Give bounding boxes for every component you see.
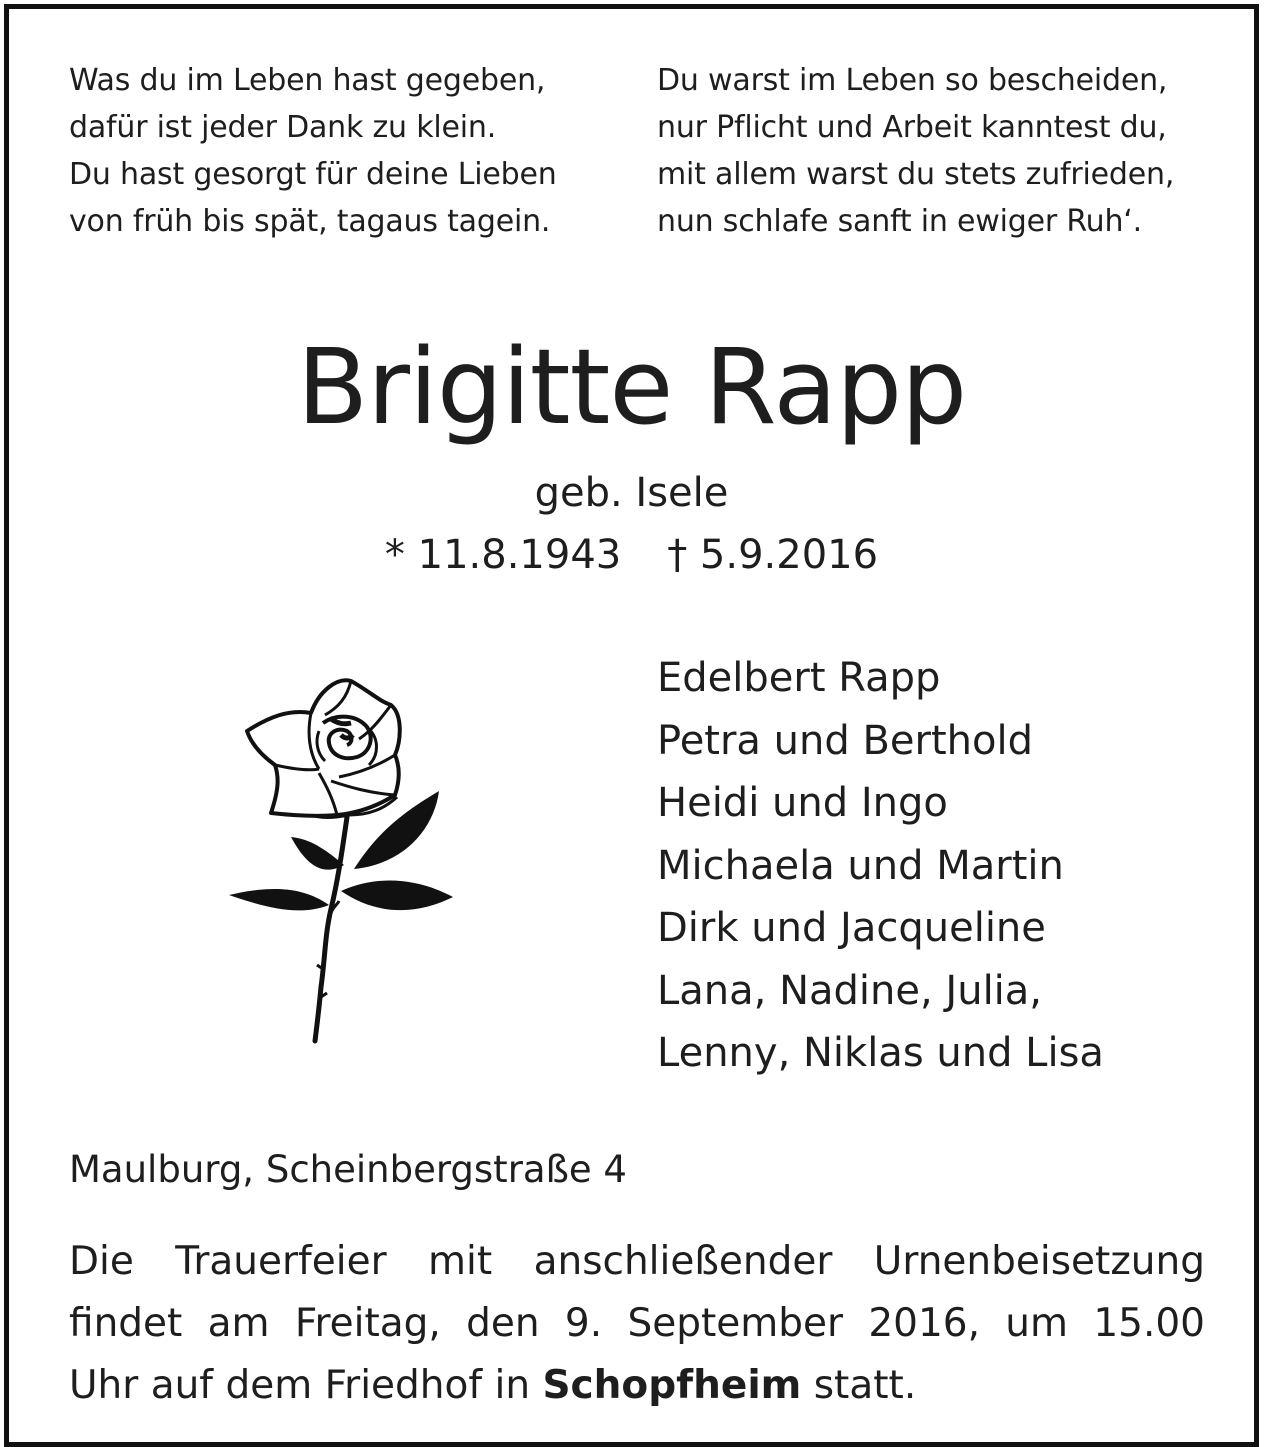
maiden-name: geb. Isele: [534, 470, 729, 516]
family-member: Lana, Nadine, Julia,: [657, 967, 1043, 1014]
deceased-name: Brigitte Rapp: [296, 326, 967, 448]
cemetery-place: Schopfheim: [542, 1363, 802, 1408]
notice-text: Uhr auf dem Friedhof in: [69, 1363, 543, 1408]
family-member: Petra und Berthold: [657, 717, 1033, 764]
verse-line: mit allem warst du stets zufrieden,: [657, 157, 1175, 192]
verse-line: nun schlafe sanft in ewiger Ruh‘.: [657, 204, 1142, 239]
notice-line: [69, 1355, 1205, 1417]
verse-line: dafür ist jeder Dank zu klein.: [69, 110, 497, 145]
address: Maulburg, Scheinbergstraße 4: [69, 1148, 627, 1191]
verse-line: Du hast gesorgt für deine Lieben: [69, 157, 557, 192]
verse-line: Du warst im Leben so bescheiden,: [657, 63, 1168, 98]
family-member: Heidi und Ingo: [657, 780, 948, 826]
notice-text: statt.: [801, 1363, 917, 1408]
death-date: † 5.9.2016: [667, 532, 879, 578]
life-dates: [9, 529, 1254, 581]
notice-line: findet am Freitag, den 9. September 2016, um 15.00: [69, 1301, 1205, 1346]
birth-date: * 11.8.1943: [384, 532, 622, 578]
family-member: Michaela und Martin: [657, 842, 1064, 889]
verse-right: [657, 57, 1174, 245]
family-list: [657, 647, 1104, 1085]
family-member: Dirk und Jacqueline: [657, 905, 1046, 951]
verse-line: Was du im Leben hast gegeben,: [69, 63, 546, 98]
family-member: Lenny, Niklas und Lisa: [657, 1030, 1104, 1076]
family-member: Edelbert Rapp: [657, 655, 941, 701]
verse-line: nur Pflicht und Arbeit kanntest du,: [657, 110, 1167, 145]
obituary-frame: [4, 4, 1259, 1447]
rose-icon: [219, 669, 459, 1049]
funeral-notice: [69, 1231, 1205, 1417]
verse-left: [69, 57, 557, 245]
verse-line: von früh bis spät, tagaus tagein.: [69, 204, 551, 239]
notice-line: Die Trauerfeier mit anschließender Urnenbeisetzung: [69, 1239, 1205, 1284]
